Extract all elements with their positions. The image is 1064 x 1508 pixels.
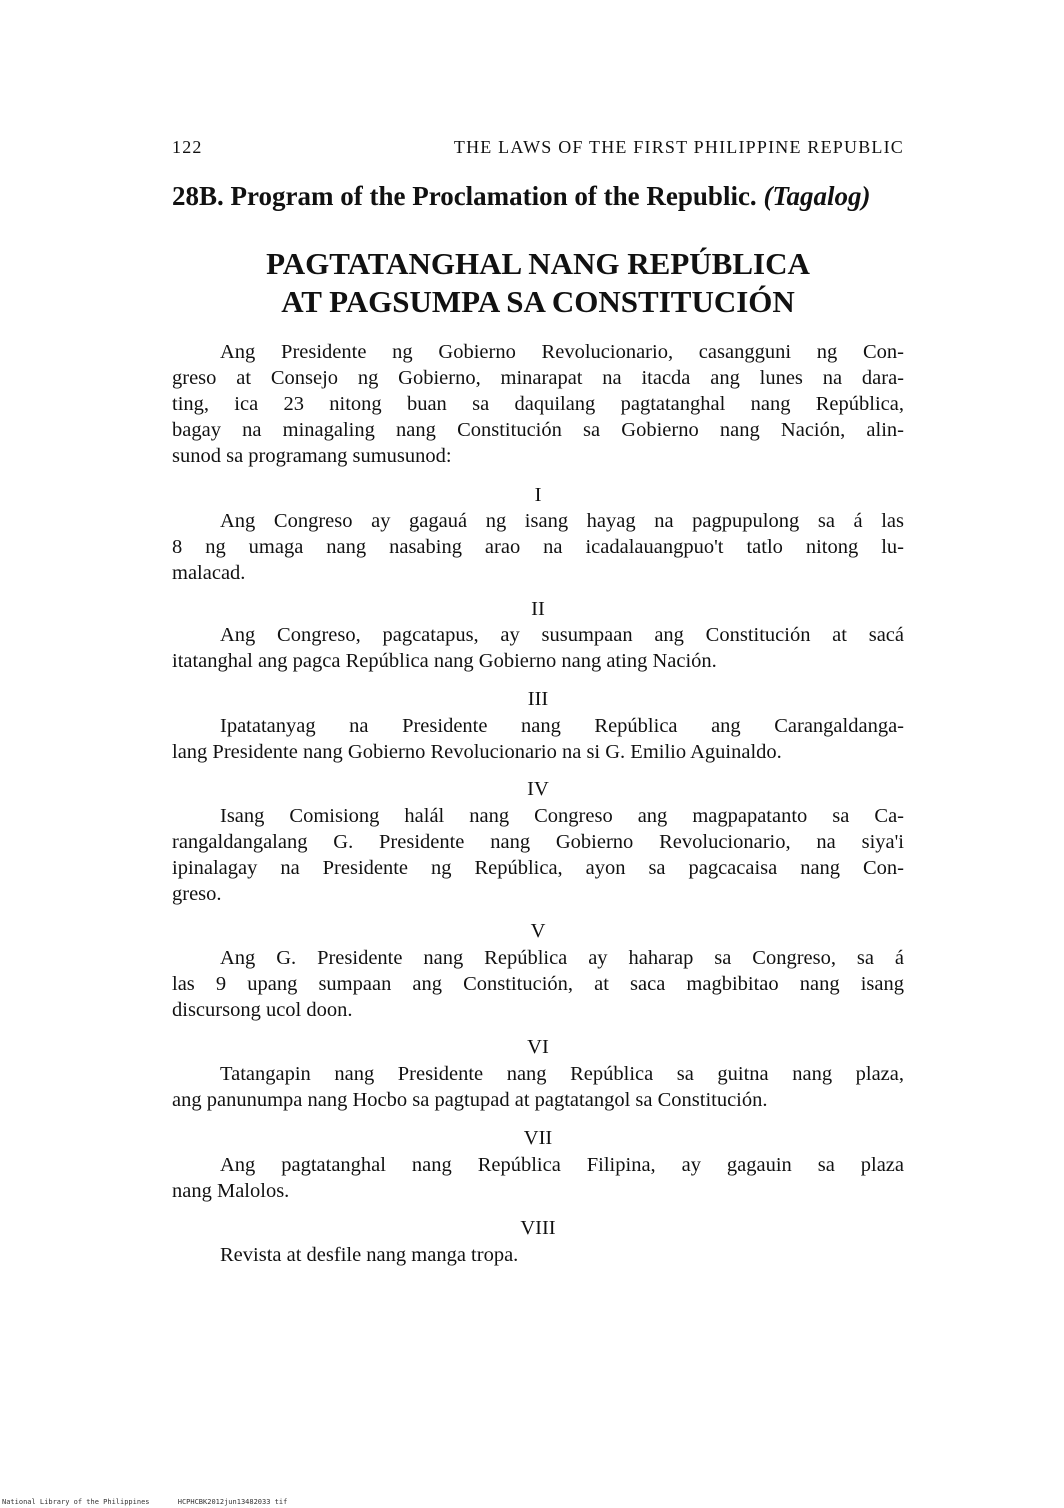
document-language: (Tagalog) xyxy=(763,181,871,211)
text-line: Isang Comisiong halál nang Congreso ang magpapatanto sa Ca- xyxy=(220,805,904,827)
section-paragraph xyxy=(172,1242,904,1268)
text-line: malacad. xyxy=(172,562,246,584)
section-numeral: I xyxy=(534,484,542,506)
section-numeral: II xyxy=(531,598,545,620)
text-line: Ang Presidente ng Gobierno Revolucionario, casangguni ng Con- xyxy=(220,341,904,363)
text-line: lang Presidente nang Gobierno Revolucionario na si G. Emilio Aguinaldo. xyxy=(172,741,782,763)
section-paragraph xyxy=(172,713,904,765)
text-line: Revista at desfile nang manga tropa. xyxy=(220,1244,519,1266)
title-line-1: PAGTATANGHAL NANG REPÚBLICA xyxy=(266,246,810,281)
section-numeral: VII xyxy=(523,1127,553,1149)
section-numeral: VIII xyxy=(520,1217,556,1239)
section-paragraph xyxy=(172,622,904,674)
text-line: itatanghal ang pagca República nang Gobierno nang ating Nación. xyxy=(172,650,717,672)
text-line: Ang G. Presidente nang República ay haharap sa Congreso, sa á xyxy=(220,947,904,969)
section-paragraph xyxy=(172,803,904,907)
text-line: ting, ica 23 nitong buan sa daquilang pagtatanghal nang República, xyxy=(172,393,904,415)
section-numeral: IV xyxy=(527,778,549,800)
section-paragraph xyxy=(172,1152,904,1204)
footer-file-id: HCPHCBK2012jun13482033 tif xyxy=(177,1498,288,1506)
scan-footer xyxy=(2,1498,311,1506)
text-line: Tatangapin nang Presidente nang República sa guitna nang plaza, xyxy=(220,1063,904,1085)
text-line: ang panunumpa nang Hocbo sa pagtupad at pagtatangol sa Constitución. xyxy=(172,1089,768,1111)
document-label xyxy=(172,181,904,212)
text-line: discursong ucol doon. xyxy=(172,999,353,1021)
text-line: greso. xyxy=(172,883,222,905)
text-line: Ang Congreso ay gagauá ng isang hayag na pagpupulong sa á las xyxy=(220,510,904,532)
main-title xyxy=(172,245,904,321)
text-line: sunod sa programang sumusunod: xyxy=(172,445,452,467)
section-paragraph xyxy=(172,1061,904,1113)
section-paragraph xyxy=(172,508,904,586)
text-line: Ipatatanyag na Presidente nang República ang Carangaldanga- xyxy=(220,715,904,737)
footer-institution: National Library of the Philippines xyxy=(2,1498,150,1506)
text-line: Ang pagtatanghal nang República Filipina, ay gagauin sa plaza xyxy=(220,1154,904,1176)
section-paragraph xyxy=(172,945,904,1023)
title-line-2: AT PAGSUMPA SA CONSTITUCIÓN xyxy=(281,284,795,319)
document-label-text: 28B. Program of the Proclamation of the Republic. xyxy=(172,181,757,211)
text-line: las 9 upang sumpaan ang Constitución, at saca magbibitao nang isang xyxy=(172,973,904,995)
intro-paragraph xyxy=(172,339,904,469)
text-line: ipinalagay na Presidente ng República, ayon sa pagcacaisa nang Con- xyxy=(172,857,904,879)
section-numeral: III xyxy=(527,688,549,710)
book-title: THE LAWS OF THE FIRST PHILIPPINE REPUBLIC xyxy=(453,137,904,157)
text-line: rangaldangalang G. Presidente nang Gobierno Revolucionario, na siya'i xyxy=(172,831,904,853)
page-number: 122 xyxy=(172,137,203,157)
text-line: bagay na minagaling nang Constitución sa Gobierno nang Nación, alin- xyxy=(172,419,904,441)
section-numeral: VI xyxy=(527,1036,549,1058)
text-line: greso at Consejo ng Gobierno, minarapat na itacda ang lunes na dara- xyxy=(172,367,904,389)
section-numeral: V xyxy=(530,920,546,942)
text-line: Ang Congreso, pagcatapus, ay susumpaan ang Constitución at sacá xyxy=(220,624,904,646)
text-line: 8 ng umaga nang nasabing arao na icadalauangpuo't tatlo nitong lu- xyxy=(172,536,904,558)
text-line: nang Malolos. xyxy=(172,1180,290,1202)
